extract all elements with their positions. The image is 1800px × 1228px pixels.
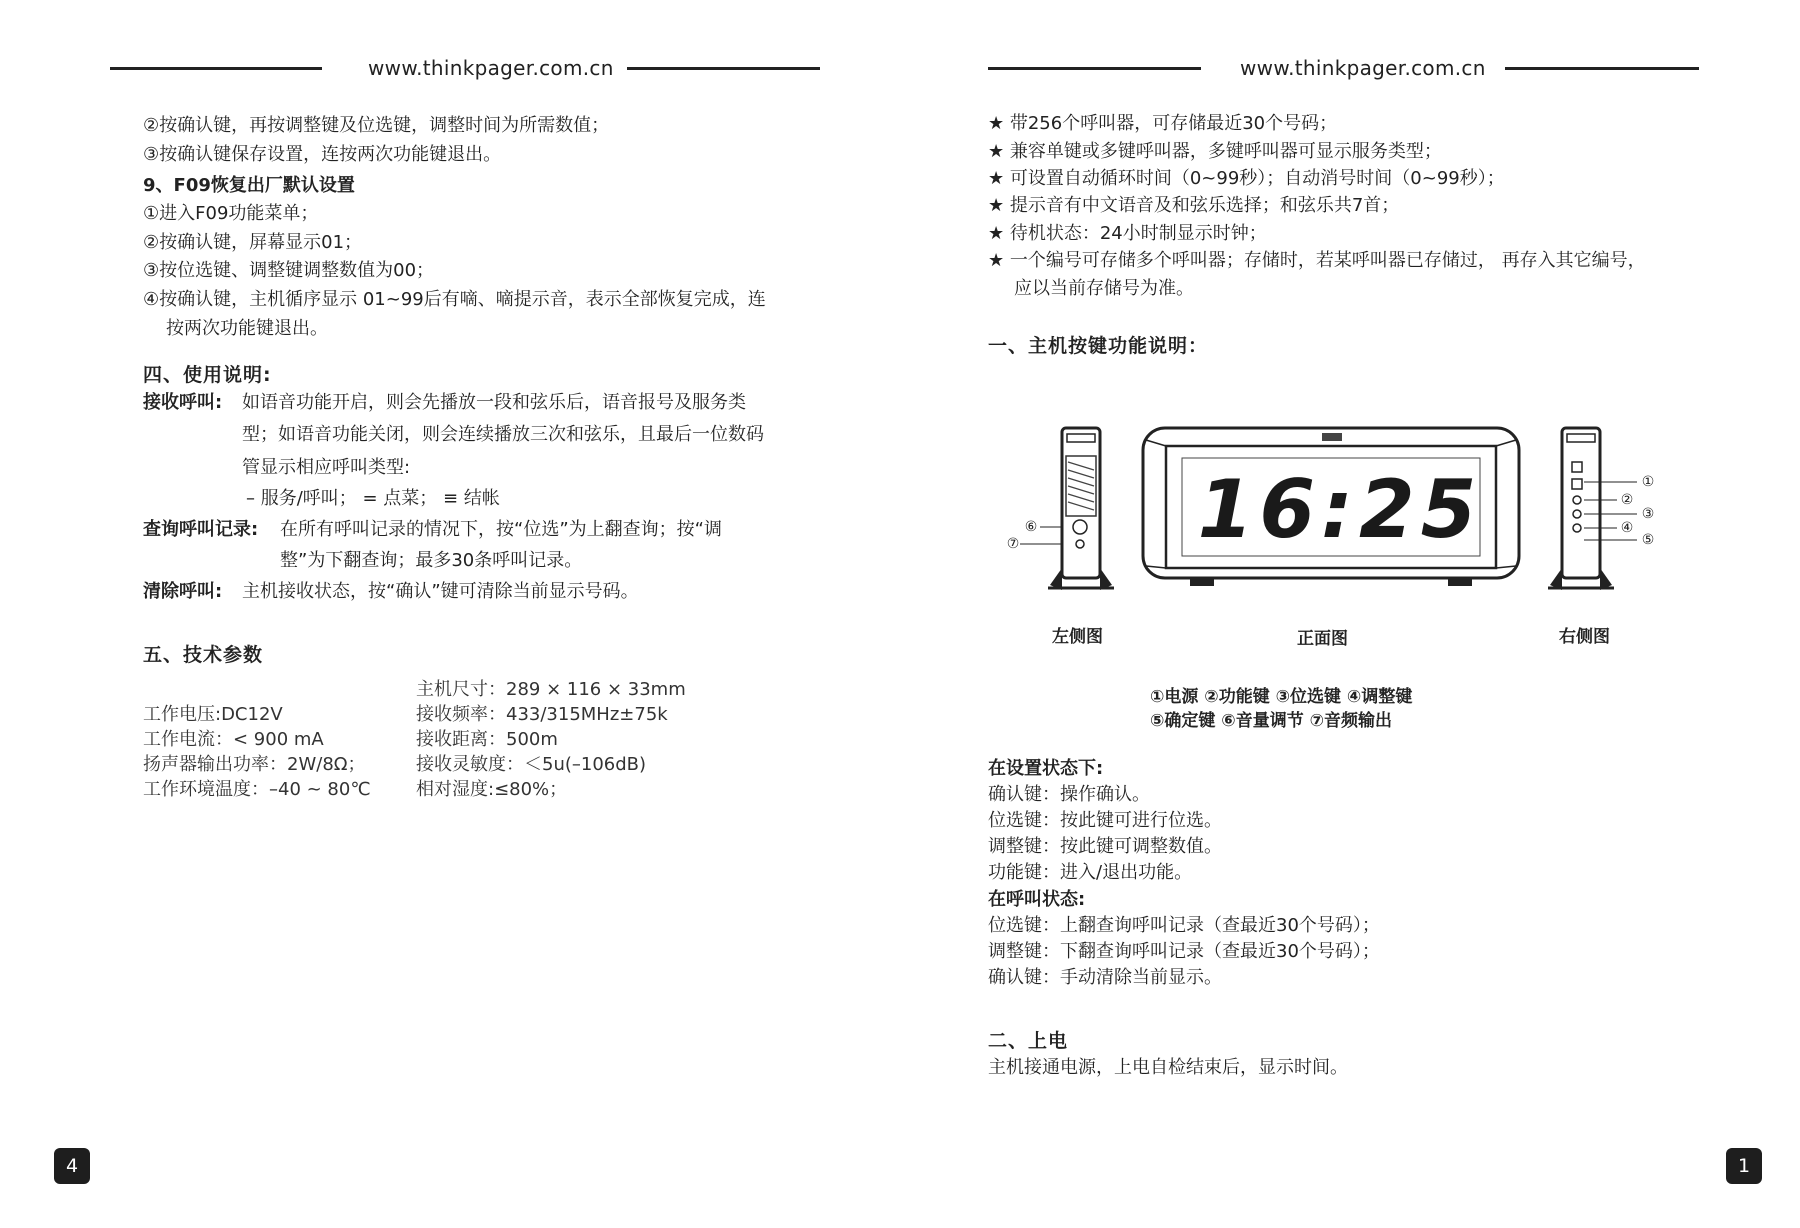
setting-state-line-1: 确认键：操作确认。 <box>988 784 1150 805</box>
page-number: 1 <box>1726 1148 1762 1184</box>
header-rule-left <box>110 67 322 70</box>
setting-state-line-2: 位选键：按此键可进行位选。 <box>988 810 1222 831</box>
header-url: www.thinkpager.com.cn <box>368 56 614 80</box>
header-url: www.thinkpager.com.cn <box>1240 56 1486 80</box>
right-view-caption: 右侧图 <box>1559 627 1610 647</box>
feature-6: ★ 一个编号可存储多个呼叫器；存储时，若某呼叫器已存储过， 再存入其它编号， <box>988 250 1646 271</box>
receive-call-line-3: 管显示相应呼叫类型: <box>242 457 411 478</box>
marker-6: ⑥ <box>1024 519 1038 535</box>
call-type-legend: – 服务/呼叫； = 点菜； ≡ 结帐 <box>246 488 500 509</box>
power-text: 主机接通电源，上电自检结束后，显示时间。 <box>988 1057 1348 1078</box>
usage-title: 四、使用说明: <box>143 364 272 386</box>
receive-call-line-1: 如语音功能开启，则会先播放一段和弦乐后，语音报号及服务类 <box>242 392 746 413</box>
power-title: 二、上电 <box>988 1030 1069 1052</box>
call-state-title: 在呼叫状态: <box>988 889 1086 910</box>
spec-humidity: 相对湿度:≤80%； <box>416 779 568 800</box>
receive-call-label: 接收呼叫: <box>143 392 223 413</box>
spec-sensitivity: 接收灵敏度：＜5u(–106dB) <box>416 754 647 775</box>
query-record-line-2: 整”为下翻查询；最多30条呼叫记录。 <box>280 550 583 571</box>
spec-voltage: 工作电压:DC12V <box>143 704 283 725</box>
marker-1: ① <box>1641 474 1655 490</box>
header-rule-right <box>627 67 820 70</box>
feature-4: ★ 提示音有中文语音及和弦乐选择；和弦乐共7首； <box>988 195 1400 216</box>
feature-1: ★ 带256个呼叫器，可存储最近30个号码； <box>988 113 1338 134</box>
feature-6-cont: 应以当前存储号为准。 <box>1014 278 1194 299</box>
left-view-caption: 左侧图 <box>1052 627 1103 647</box>
spec-frequency: 接收频率：433/315MHz±75k <box>416 704 668 725</box>
section-9-title: 9、F09恢复出厂默认设置 <box>143 175 355 196</box>
call-state-line-2: 调整键：下翻查询呼叫记录（查最近30个号码）； <box>988 941 1380 962</box>
feature-2: ★ 兼容单键或多键呼叫器，多键呼叫器可显示服务类型； <box>988 141 1442 162</box>
clear-call-label: 清除呼叫: <box>143 581 223 602</box>
spec-speaker-power: 扬声器输出功率：2W/8Ω； <box>143 754 366 775</box>
section-9-line-5: 按两次功能键退出。 <box>166 318 328 339</box>
query-record-line-1: 在所有呼叫记录的情况下，按“位选”为上翻查询；按“调 <box>280 519 722 540</box>
section-9-line-3: ③按位选键、调整键调整数值为00； <box>143 260 435 281</box>
marker-3: ③ <box>1641 506 1655 522</box>
intro-line-2: ③按确认键保存设置，连按两次功能键退出。 <box>143 144 502 165</box>
page-number: 4 <box>54 1148 90 1184</box>
front-view-caption: 正面图 <box>1297 629 1348 649</box>
brand-logo <box>1322 433 1342 441</box>
front-view <box>1143 428 1519 586</box>
spec-dimensions: 主机尺寸：289 × 116 × 33mm <box>416 679 686 700</box>
receive-call-line-2: 型；如语音功能关闭，则会连续播放三次和弦乐，且最后一位数码 <box>242 424 764 445</box>
specs-title: 五、技术参数 <box>143 644 264 666</box>
intro-line-1: ②按确认键，再按调整键及位选键，调整时间为所需数值； <box>143 115 610 136</box>
right-page <box>900 0 1800 1228</box>
setting-state-line-4: 功能键：进入/退出功能。 <box>988 862 1193 883</box>
marker-5: ⑤ <box>1641 532 1655 548</box>
call-state-line-3: 确认键：手动清除当前显示。 <box>988 967 1222 988</box>
key-legend-row-1: ①电源 ②功能键 ③位选键 ④调整键 <box>1150 687 1413 707</box>
spec-temperature: 工作环境温度：–40 ~ 80℃ <box>143 779 371 800</box>
setting-state-title: 在设置状态下: <box>988 758 1104 779</box>
feature-5: ★ 待机状态：24小时制显示时钟； <box>988 223 1267 244</box>
device-diagram <box>900 0 1800 800</box>
setting-state-line-3: 调整键：按此键可调整数值。 <box>988 836 1222 857</box>
section-9-line-2: ②按确认键，屏幕显示01； <box>143 232 363 253</box>
call-state-line-1: 位选键：上翻查询呼叫记录（查最近30个号码）； <box>988 915 1380 936</box>
feature-3: ★ 可设置自动循环时间（0~99秒）；自动消号时间（0~99秒）； <box>988 168 1505 189</box>
marker-2: ② <box>1620 492 1634 508</box>
section-9-line-4: ④按确认键，主机循序显示 01~99后有嘀、嘀提示音，表示全部恢复完成，连 <box>143 289 766 310</box>
section-9-line-1: ①进入F09功能菜单； <box>143 203 319 224</box>
right-side-view <box>1548 428 1654 590</box>
clock-display: 16:25 <box>1197 463 1483 556</box>
marker-7: ⑦ <box>1006 536 1020 552</box>
query-record-label: 查询呼叫记录: <box>143 519 259 540</box>
spec-distance: 接收距离：500m <box>416 729 558 750</box>
marker-4: ④ <box>1620 520 1634 536</box>
key-legend-row-2: ⑤确定键 ⑥音量调节 ⑦音频输出 <box>1150 711 1393 731</box>
left-side-view <box>1007 428 1114 590</box>
spec-current: 工作电流：< 900 mA <box>143 729 324 750</box>
clear-call-text: 主机接收状态，按“确认”键可清除当前显示号码。 <box>242 581 639 602</box>
keys-section-title: 一、主机按键功能说明： <box>988 335 1209 357</box>
